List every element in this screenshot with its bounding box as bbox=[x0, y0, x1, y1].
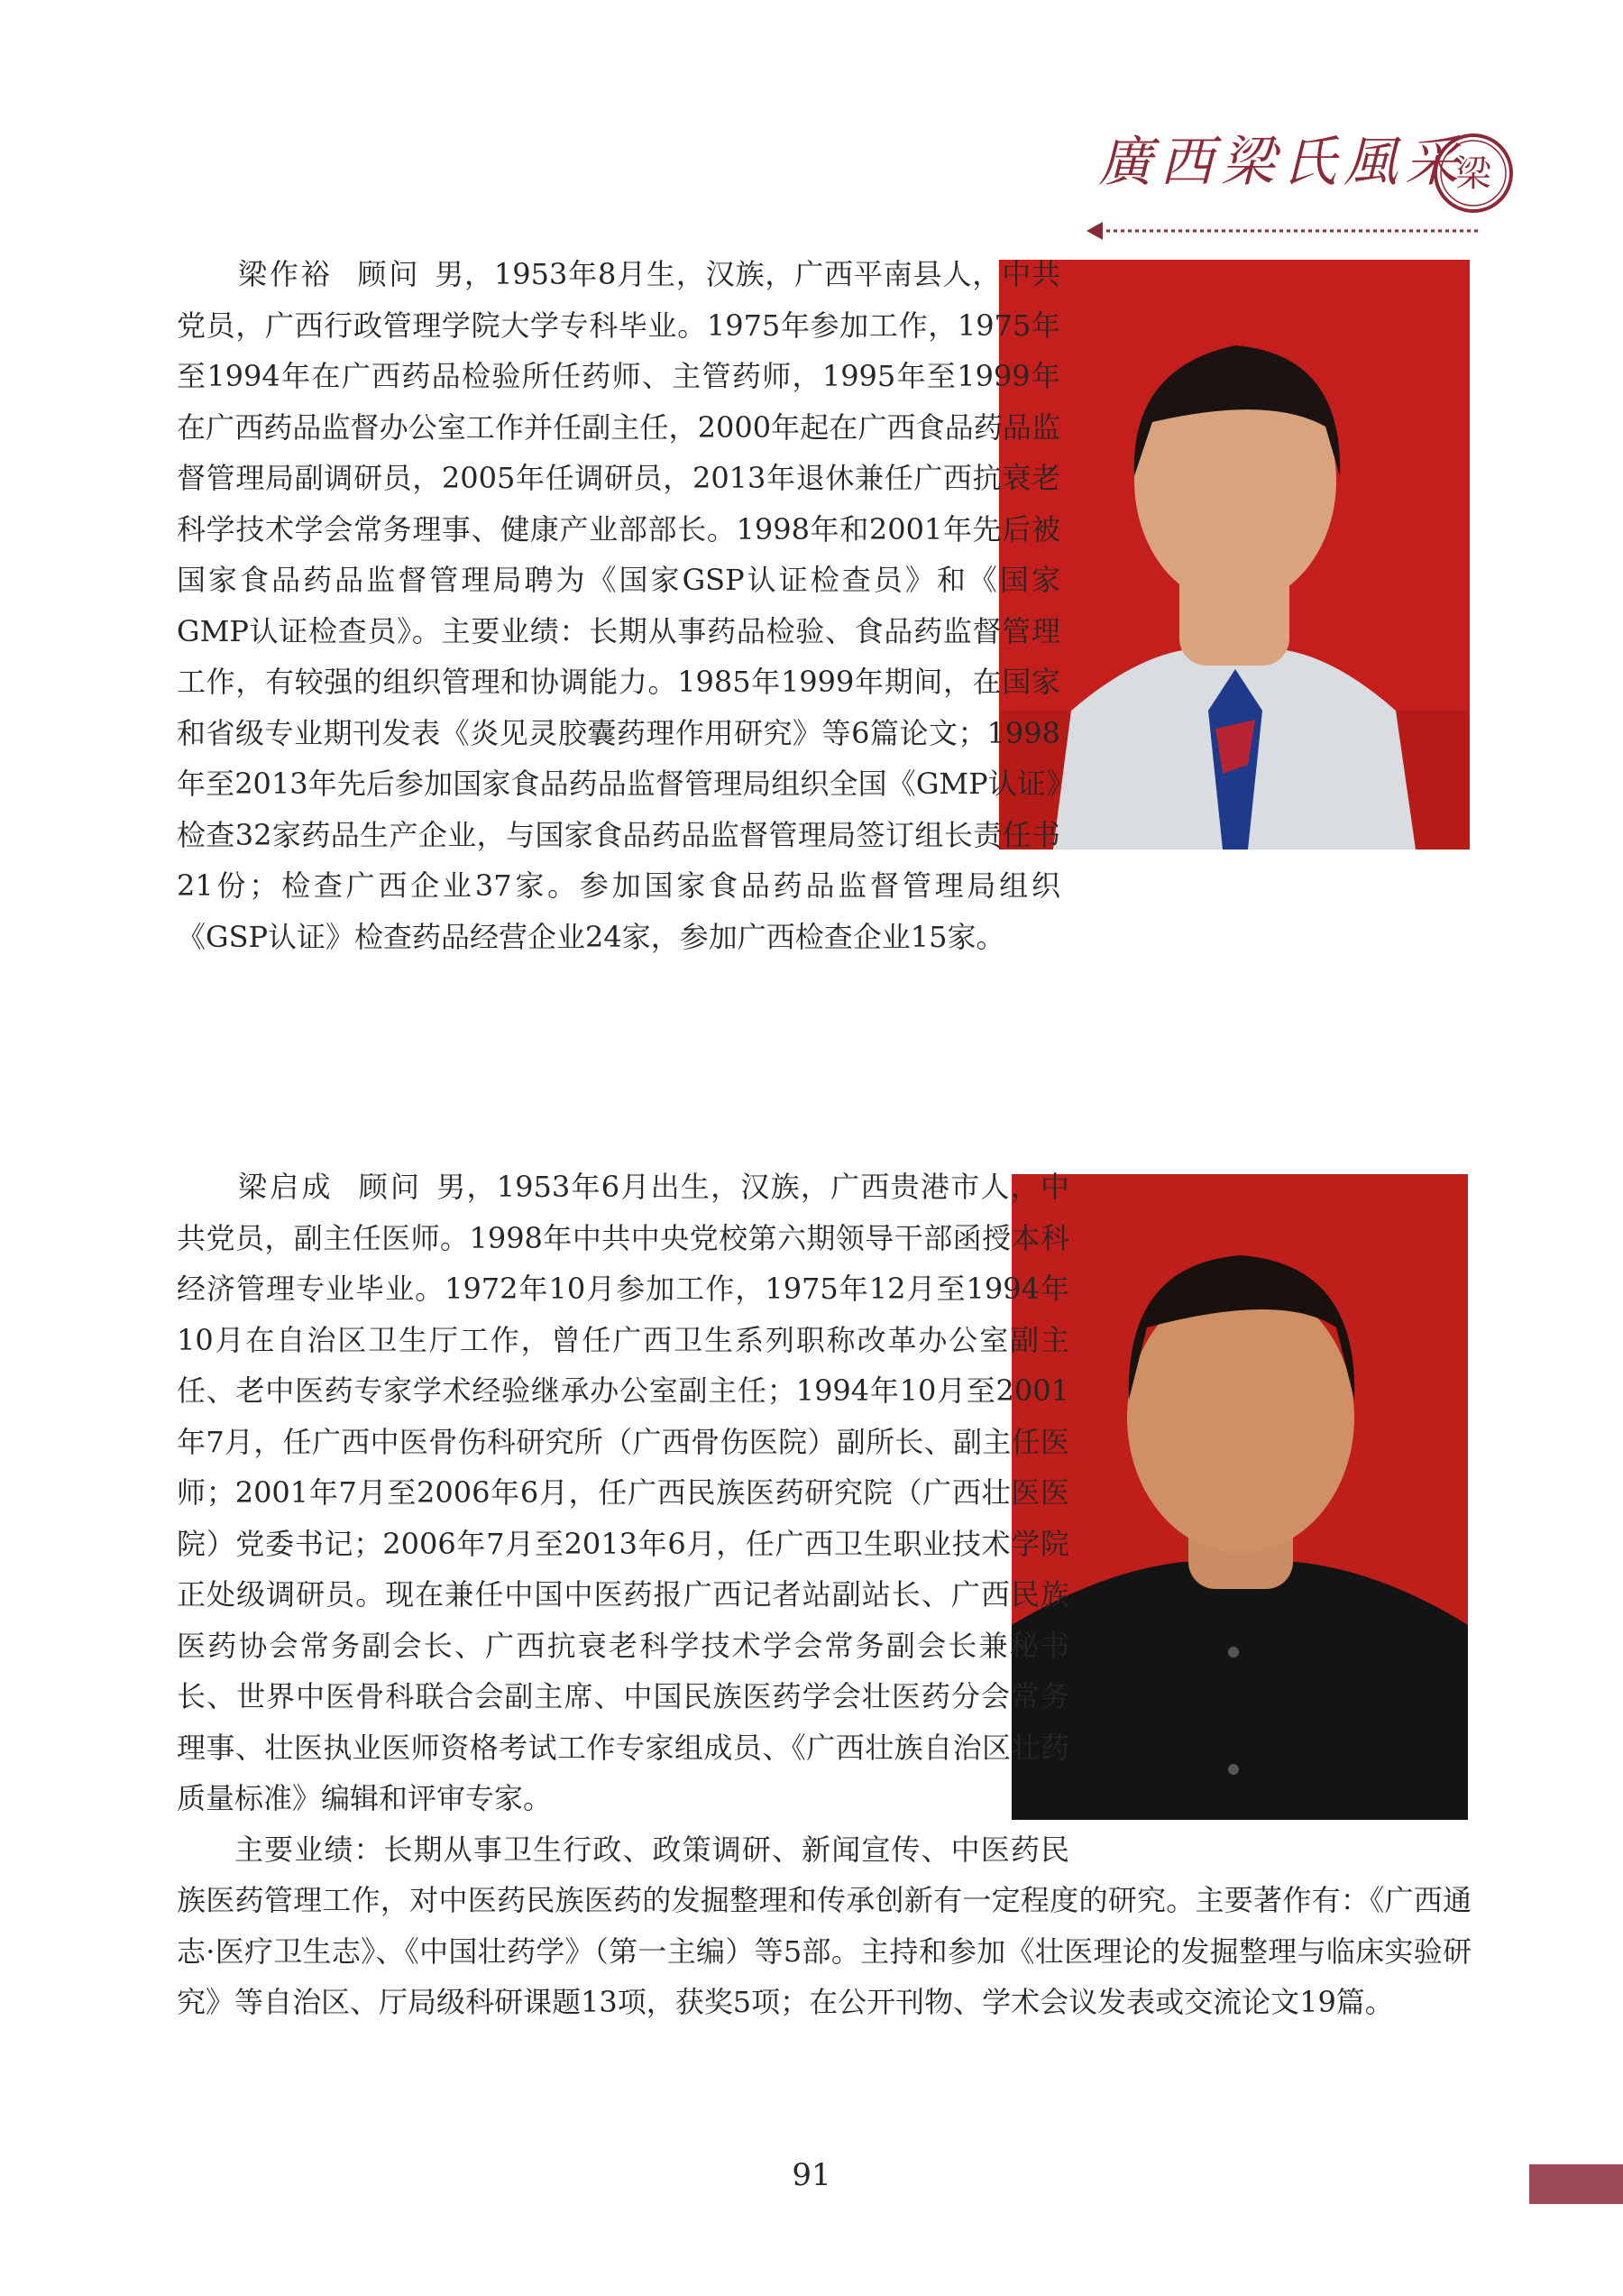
page-number: 91 bbox=[792, 2157, 831, 2193]
biography-entry bbox=[177, 249, 1472, 962]
biography-text: 男，1953年8月生，汉族，广西平南县人，中共党员，广西行政管理学院大学专科毕业。1975年参加工作，1975年至1994年在广西药品检验所任药师、主管药师，1995年至1999年在广西药品监督办公室工作并任副主任，2000年起在广西食品药品监督管理局副调研员，2005年任调研员，2013年退休兼任广西抗衰老科学技术学会常务理事、健康产业部部长。1998年和2001年先后被国家食品药品监督管理局聘为《国家GSP认证检查员》和《国家GMP认证检查员》。主要业绩：长期从事药品检验、食品药监督管理工作，有较强的组织管理和协调能力。1985年1999年期间，在国家和省级专业期刊发表《炎见灵胶囊药理作用研究》等6篇论文；1998年至2013年先后参加国家食品药品监督管理局组织全国《GMP认证》检查32家药品生产企业，与国家食品药品监督管理局签订组长责任书21份；检查广西企业37家。参加国家食品药品监督管理局组织《GSP认证》检查药品经营企业24家，参加广西检查企业15家。 bbox=[177, 257, 1060, 954]
section-title: 廣西梁氏風采 bbox=[1098, 131, 1466, 194]
biography-entry bbox=[177, 1162, 1472, 2028]
biography-text: 主要业绩：长期从事卫生行政、政策调研、新闻宣传、中医药民族医药管理工作，对中医药民族医药的发掘整理和传承创新有一定程度的研究。主要著作有：《广西通志·医疗卫生志》、《中国壮药学》（第一主编）等5部。主持和参加《壮医理论的发掘整理与临床实验研究》等自治区、厅局级科研课题13项，获奖5项；在公开刊物、学术会议发表或交流论文19篇。 bbox=[177, 1832, 1472, 2019]
person-name: 梁启成 bbox=[238, 1170, 334, 1204]
arrow-left-icon bbox=[1087, 218, 1480, 243]
edge-tab-marker bbox=[1529, 2164, 1623, 2204]
person-name: 梁作裕 bbox=[238, 257, 333, 291]
svg-text:梁: 梁 bbox=[1455, 153, 1491, 195]
seal-logo bbox=[1432, 132, 1515, 215]
person-role: 顾问 bbox=[358, 1170, 423, 1204]
biography-text: 男，1953年6月出生，汉族，广西贵港市人，中共党员，副主任医师。1998年中共中央党校第六期领导干部函授本科经济管理专业毕业。1972年10月参加工作，1975年12月至1994年10月在自治区卫生厅工作，曾任广西卫生系列职称改革办公室副主任、老中医药专家学术经验继承办公室副主任；1994年10月至2001年7月，任广西中医骨伤科研究所（广西骨伤医院）副所长、副主任医师；2001年7月至2006年6月，任广西民族医药研究院（广西壮医医院）党委书记；2006年7月至2013年6月，任广西卫生职业技术学院正处级调研员。现在兼任中国中医药报广西记者站副站长、广西民族医药协会常务副会长、广西抗衰老科学技术学会常务副会长兼秘书长、世界中医骨科联合会副主席、中国民族医药学会壮医药分会常务理事、壮医执业医师资格考试工作专家组成员、《广西壮族自治区壮药质量标准》编辑和评审专家。 bbox=[177, 1170, 1069, 1815]
person-role: 顾问 bbox=[357, 257, 421, 291]
